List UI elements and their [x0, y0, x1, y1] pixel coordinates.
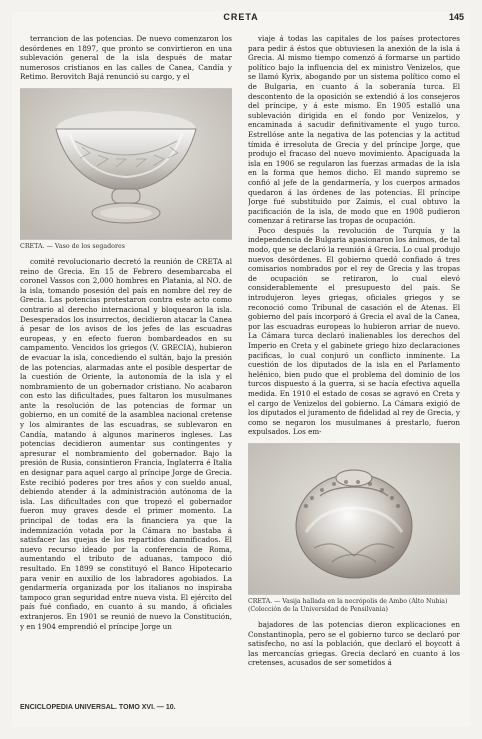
right-figure-caption: CRETA. — Vasija hallada en la necrópolis de Ambo (Alto Nubia) (Colección de la Universidad de Pensilvania) — [248, 597, 448, 613]
right-figure — [248, 443, 460, 614]
right-column — [248, 34, 460, 699]
right-paragraph-2: Poco después la revolución de Turquía y la independencia de Bulgaria apasionaron los ánimos, de tal modo, que se declaró la reunión á Grecia. Lo cual produjo nuevos desórdenes. El gobierno quedó confiado á tres comisarios nombrados por el rey de Grecia y las tropas de ocupación se retiraron, lo cual elevó considerablemente el presupuesto del país. Se introdujeron leyes griegas, oficiales griegos y se reconoció como Tribunal de casación el de Atenas. El gobierno del país incorporó á Grecia el aval de la Canea, por las escuadras europeas lo hubieron arriar de nuevo. La Cámara turca declaró inalienables los derechos del Imperio en Creta y el gabinete griego hizo declaraciones pacificas, lo cual conjuró un conflicto inminente. La cuestión de los diputados de la isla en el Parlamento helénico, bien pudo que el problema del dominio de los turcos dispuesto á la guerra, si se hacía efectiva aquella medida. En 1910 el estado de cosas se agravó en Creta y el cargo de Venizelos del gobierno. La Cámara exigió de los diputados el juramento de fidelidad al rey de Grecia, y como se negaron los musulmanes á prestarlo, fueron expulsados. Los em- — [248, 225, 460, 437]
left-figure — [20, 88, 232, 251]
vase-illustration — [20, 89, 232, 239]
flask-photo — [248, 443, 460, 595]
page-number: 145 — [448, 12, 464, 22]
right-paragraph-1: viaje á todas las capitales de los países protectores para pedir á éstos que obtuviesen la anexión de la isla á Grecia. Al mismo tiempo comenzó á formarse un partido político bajo la influencia del ex ministro Venizelos, que se llamó Kyrix, abogando por un sistema político como el de Bulgaria, en cuanto á la soberanía turca. El descontento de la oposición se extendió á los consejeros del príncipe, y á este mismo. En 1905 estalló una sublevación dirigida en el fondo por Venizelos, y encaminada á sacudir definitivamente el yugo turco. Estrellóse ante la negativa de las potencias y la actitud tímida é irresoluta de Grecia y del príncipe Jorge, que produjo el fracaso del nuevo movimiento. Apaciguada la isla en 1906 se regularon las fuerzas armadas de la isla en la forma que hemos dicho. El mando supremo se confió al jefe de la gendarmería, y los cuerpos armados quedaron á las órdenes de las potencias. El príncipe Jorge fué substituido por Zaimis, el cual obtuvo la pacificación de la isla, de modo que en 1908 pudieron comenzar á retirarse las tropas de ocupación. — [248, 34, 460, 226]
vase-photo — [20, 88, 232, 240]
footer-citation: ENCICLOPEDIA UNIVERSAL. TOMO XVI. — 10. — [20, 704, 176, 711]
right-paragraph-3: bajadores de las potencias dieron explicaciones en Constantinopla, pero se el gobierno turco se declaró por satisfecho, no así la población, que declaró el boycott á las mercancías griegas. Grecia declaró en cuanto á los cretenses, acusados de ser sometidos á — [248, 619, 460, 668]
page-header — [12, 12, 470, 30]
left-paragraph-1: terrancion de las potencias. De nuevo comenzaron los desórdenes en 1897, que pronto se convirtieron en una sublevación general de la isla después de matar numerosos cristianos en las calles de Canea, Candía y Retimo. Berovitch Bajá renunció su cargo, y el — [20, 34, 232, 82]
flask-illustration — [248, 444, 460, 594]
left-column — [20, 34, 232, 699]
page-title: CRETA — [223, 12, 259, 22]
left-figure-caption: CRETA. — Vaso de los segadores — [20, 242, 125, 250]
left-paragraph-2: comité revolucionario decretó la reunión de CRETA al reino de Grecia. En 15 de Febrero desembarcaba el coronel Vassos con 2,000 hombres en Platania, al NO. de la isla, tomando posesión del país en nombre del rey de Grecia. Las potencias protestaron contra este acto como contrario al derecho internacional y bloquearon la isla. Desesperados los insurrectos, decidieron atacar la Canea á pesar de los avisos de los jefes de las escuadras europeas, y en efecto fueron bombardeados en su campamento. Vencidos los griegos (V. GRECIA), hubieron de evacuar la isla, concediendo el sultán, bajo la presión de las potencias, alarmadas ante el posible despertar de la cuestión de Oriente, la autonomía de la isla y el nombramiento de un gobernador cristiano. No acabaron con esto las dificultades, pues faltaron los musulmanes ante la resolución de las potencias de formar un gobierno, en un comité de la asamblea nacional cretense y los almirantes de las escuadras, se sublevaron en Candía, matando á algunos marineros ingleses. Las potencias decidieron aumentar sus contingentes y apresurar el nombramiento del gobernador. Bajo la presión de Rusia, consintieron Francia, Inglaterra é Italia en designar para aquel cargo al príncipe Jorge de Grecia. Este recibió poderes por tres años y con sueldo anual, debiendo atender á la administración autónoma de la isla. Las dificultades con que tropezó el gobernador fueron muy graves desde el primer momento. La principal de todas era la financiera ya que la indemnización votada por la Cámara no bastaba á satisfacer las quejas de los repartidos damnificados. El nuevo recurso ideado por la conferencia de Roma, aumentando el tributo de aduanas, tampoco dió resultado. En 1899 se constituyó el Banco Hipotecario para venir en auxilio de los labradores agobiados. La gendarmería organizada por los italianos no inspiraba tampoco gran seguridad entre nueva vista. El ejército del país fué confiado, en cuanto á su mando, á oficiales extranjeros. En 1901 se reunió de nuevo la Constitución, y en 1904 emprendió el príncipe Jorge un — [20, 256, 232, 631]
page — [12, 12, 470, 727]
